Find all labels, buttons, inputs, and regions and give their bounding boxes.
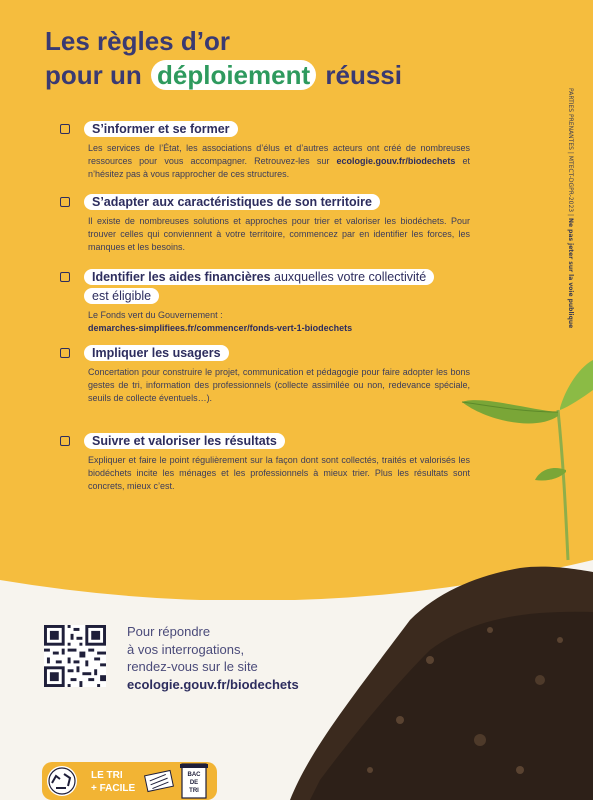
- title-line-1: Les règles d’or: [45, 26, 230, 56]
- title-line-2: [45, 58, 402, 92]
- recycling-bin-icon: [180, 764, 208, 798]
- contact-line-3: rendez-vous sur le site: [127, 659, 258, 674]
- rule-body-text: Le Fonds vert du Gouvernement :: [88, 310, 223, 320]
- rule-body-text: Les services de l’État, les associations d’élus et d’autres acteurs ont créé de nombreuses ressources pour vous accompagner. Retrouvez-les sur: [88, 143, 470, 166]
- bin-label-1: BAC: [187, 772, 201, 778]
- rule-heading-pill: [84, 269, 434, 285]
- checkbox-icon[interactable]: [60, 436, 70, 446]
- rule-heading-pill: Impliquer les usagers: [84, 345, 229, 361]
- triman-icon: [47, 766, 77, 796]
- rule-item-funding: [60, 268, 470, 335]
- rule-heading-pill: S’adapter aux caractéristiques de son territoire: [84, 194, 380, 210]
- rule-heading: [84, 432, 470, 451]
- contact-block: [127, 623, 299, 693]
- rule-heading: [84, 120, 470, 139]
- rule-body: [88, 142, 470, 181]
- rule-heading-normal: auxquelles votre collectivité: [270, 270, 427, 284]
- rule-item-involve: [60, 344, 470, 405]
- rule-heading: [84, 193, 470, 212]
- checkbox-icon[interactable]: [60, 124, 70, 134]
- rule-heading-bold: Identifier les aides financières: [92, 270, 271, 284]
- rule-body: Expliquer et faire le point régulièrement sur la façon dont sont collectés, traités et valorisés les biodéchets incite les ménages et les professionnels à mieux trier. Plus les résultats sont concrets, mieux c’est.: [88, 455, 470, 491]
- rule-heading-pill: S’informer et se former: [84, 121, 238, 137]
- checkbox-icon[interactable]: [60, 197, 70, 207]
- rule-body-link[interactable]: ecologie.gouv.fr/biodechets: [336, 156, 456, 166]
- trilogo-label-2: + FACILE: [91, 783, 136, 794]
- title-highlight: déploiement: [151, 60, 316, 90]
- side-note-bold: Ne pas jeter sur la voie publique: [567, 217, 574, 329]
- page-title: [45, 24, 402, 92]
- bin-label-3: TRI: [189, 788, 199, 794]
- soil-illustration: [280, 520, 593, 800]
- bin-label-2: DE: [189, 780, 199, 786]
- checkbox-icon[interactable]: [60, 348, 70, 358]
- rule-heading-line2: est éligible: [84, 288, 159, 304]
- side-legal-note: [567, 88, 574, 348]
- qr-code-icon[interactable]: [44, 625, 106, 687]
- contact-line-2: à vos interrogations,: [127, 641, 245, 657]
- title-pre: pour un: [45, 60, 142, 90]
- rule-item-adapt: [60, 193, 470, 254]
- rule-item-inform: [60, 120, 470, 181]
- rule-body: Concertation pour construire le projet, communication et pédagogie pour faire adopter les bons gestes de tri, information des professionnels (collecte assimilée ou non, redevance spéciale, seuils de collecte éventuels…).: [88, 367, 470, 403]
- rule-item-monitor: [60, 432, 470, 493]
- rule-heading: [84, 344, 470, 363]
- rule-body-link[interactable]: demarches-simplifiees.fr/commencer/fonds-vert-1-biodechets: [88, 323, 353, 333]
- rule-heading-pill: Suivre et valoriser les résultats: [84, 433, 285, 449]
- title-post: réussi: [325, 60, 402, 90]
- rule-body: Il existe de nombreuses solutions et approches pour trier et valoriser les biodéchets. Pour trouver celles qui conviennent à votre territoire, commencez par en identifier les forces, les manques et les besoins.: [88, 216, 470, 252]
- contact-link[interactable]: ecologie.gouv.fr/biodechets: [127, 676, 299, 692]
- checkbox-icon[interactable]: [60, 272, 70, 282]
- rule-body-text-end: et n’hésitez pas à vous rapprocher de ces structures.: [88, 156, 470, 179]
- rule-body: [88, 309, 470, 335]
- trilogo-badge: [42, 760, 222, 800]
- trilogo-label-1: LE TRI: [91, 770, 123, 781]
- contact-line-1: Pour répondre: [127, 624, 211, 639]
- rule-heading: [84, 268, 470, 306]
- side-note-prefix: PARTIES PRENANTES | MTECT-DGPR-2023 |: [567, 88, 574, 217]
